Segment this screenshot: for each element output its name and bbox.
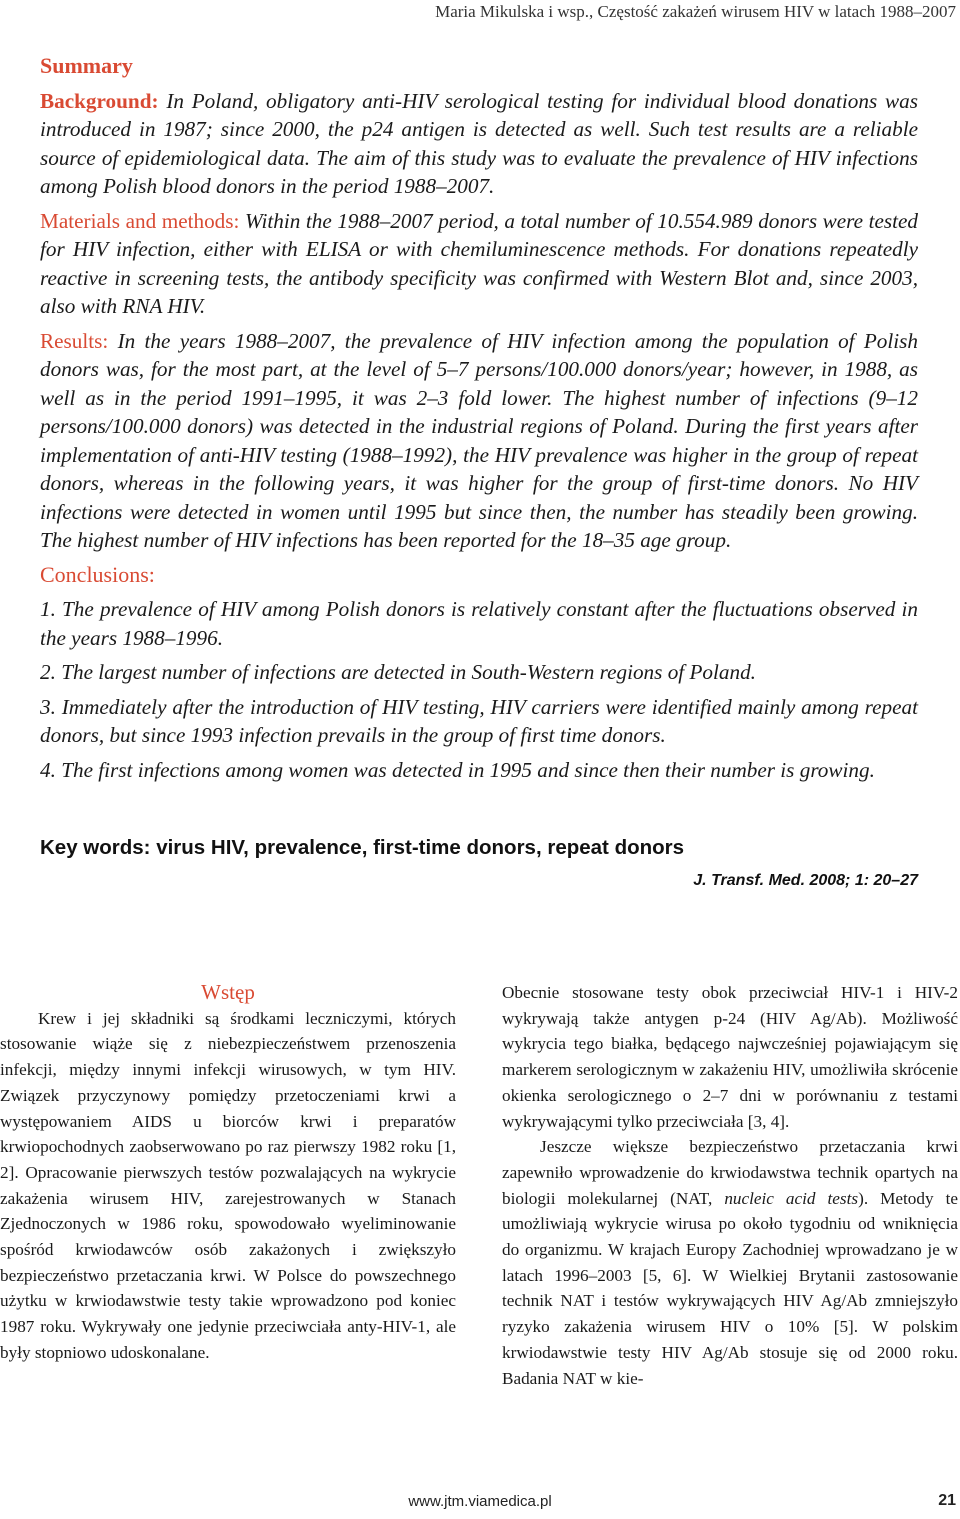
results-paragraph [40,327,918,555]
keywords: Key words: virus HIV, prevalence, first-time donors, repeat donors [40,836,685,859]
introduction-paragraph: Krew i jej składniki są środkami leczniczymi, których stosowanie wiąże się z niebezpieczeństwem przenoszenia infekcji, między innymi infekcji wirusowych, w tym HIV. Związek przyczynowy pomiędzy przetoczeniami krwi a występowaniem AIDS u biorców krwi i preparatów krwiopochodnych zaobserwowano po raz pierwszy 1982 roku [1, 2]. Opracowanie pierwszych testów pozwalających na wykrycie zakażenia wirusem HIV, zarejestrowanych w Stanach Zjednoczonych w 1986 roku, spowodowało wyeliminowanie spośród krwiodawców osób zakażonych i zwiększyło bezpieczeństwo przetaczania krwi. W Polsce do powszechnego użytku w krwiodawstwie testy takie wprowadzono pod koniec 1987 roku. Wykrywały one jedynie przeciwciała anty-HIV-1, ale były stopniowo udoskonalane. [0,1008,456,1362]
body-text: ). Metody te umożliwiają wykrycie wirusa po około tygodniu od wniknięcia do organizmu. W krajach Europy Zachodniej wprowadzano je w latach 1996–2003 [5, 6]. W Wielkiej Brytanii zastosowanie technik NAT i testów wykrywających HIV Ag/Ab zmniejszyło ryzyko zakażenia wirusem HIV o 10% [5]. W polskim krwiodawstwie testy HIV Ag/Ab stosuje się od 2000 roku. Badania NAT w kie- [502,1188,958,1388]
body-text-italic: nucleic acid tests [724,1188,859,1208]
summary-abstract [40,52,918,790]
right-column [502,980,958,1391]
running-head: Maria Mikulska i wsp., Częstość zakażeń wirusem HIV w latach 1988–2007 [435,2,956,21]
body-paragraph [502,1134,958,1391]
results-text: In the years 1988–2007, the prevalence of HIV infection among the population of Polish donors was, for the most part, at the level of 5–7 persons/100.000 donors/year; however, in 1988, as well as in the period 1991–1995, it was 2–3 fold lower. The highest number of infections (9–12 persons/100.000 donors) was detected in the industrial regions of Poland. During the first years after implementation of anti-HIV testing (1988–1992), the HIV prevalence was higher in the group of repeat donors, whereas in the following years, it was higher for the group of first-time donors. No HIV infections were detected in women until 1995 but since then, the number has steadily been growing. The highest number of HIV infections has been reported for the 18–35 age group. [40,328,918,552]
conclusion-item: 4. The first infections among women was detected in 1995 and since then their number is growing. [40,757,875,782]
conclusion-item: 1. The prevalence of HIV among Polish donors is relatively constant after the fluctuations observed in the years 1988–1996. [40,597,918,650]
body-paragraph: Obecnie stosowane testy obok przeciwciał HIV-1 i HIV-2 wykrywają także antygen p-24 (HIV Ag/Ab). Możliwość wykrycia tego białka, będącego najwcześniej pojawiającym się markerem serologicznym w zakażeniu HIV, umożliwiła skrócenie okienka serologicznego o 2–7 dni w porównaniu z testami wykrywającymi tylko przeciwciała [3, 4]. [502,983,958,1131]
background-text: In Poland, obligatory anti-HIV serological testing for individual blood donations was introduced in 1987; since 2000, the p24 antigen is detected as well. Such test results are a reliable source of epidemiological data. The aim of this study was to evaluate the prevalence of HIV infections among Polish blood donors in the period 1988–2007. [40,88,918,198]
summary-title: Summary [40,53,133,78]
background-label: Background: [40,88,159,113]
conclusions-label: Conclusions: [40,561,155,587]
methods-text: Within the 1988–2007 period, a total number of 10.554.989 donors were tested for HIV infection, either with ELISA or with chemiluminescence methods. For donations repeatedly reactive in screening tests, the antibody specificity was confirmed with Western Blot and, since 2003, also with RNA HIV. [40,208,918,318]
footer-url: www.jtm.viamedica.pl [408,1493,552,1510]
journal-citation: J. Transf. Med. 2008; 1: 20–27 [693,872,918,889]
background-paragraph [40,87,918,201]
methods-label: Materials and methods: [40,208,240,233]
section-title-introduction: Wstęp [201,980,255,1004]
page-number: 21 [938,1492,956,1509]
conclusion-item: 3. Immediately after the introduction of HIV testing, HIV carriers were identified mainly among repeat donors, but since 1993 infection prevails in the group of first time donors. [40,694,918,747]
body-text: Jeszcze większe bezpieczeństwo przetaczania krwi zapewniło wprowadzenie do krwiodawstwa technik opartych na biologii molekularnej (NAT, [502,1137,958,1208]
methods-paragraph [40,207,918,321]
left-column [0,980,456,1366]
results-label: Results: [40,328,109,353]
conclusion-item: 2. The largest number of infections are detected in South-Western regions of Poland. [40,660,756,684]
